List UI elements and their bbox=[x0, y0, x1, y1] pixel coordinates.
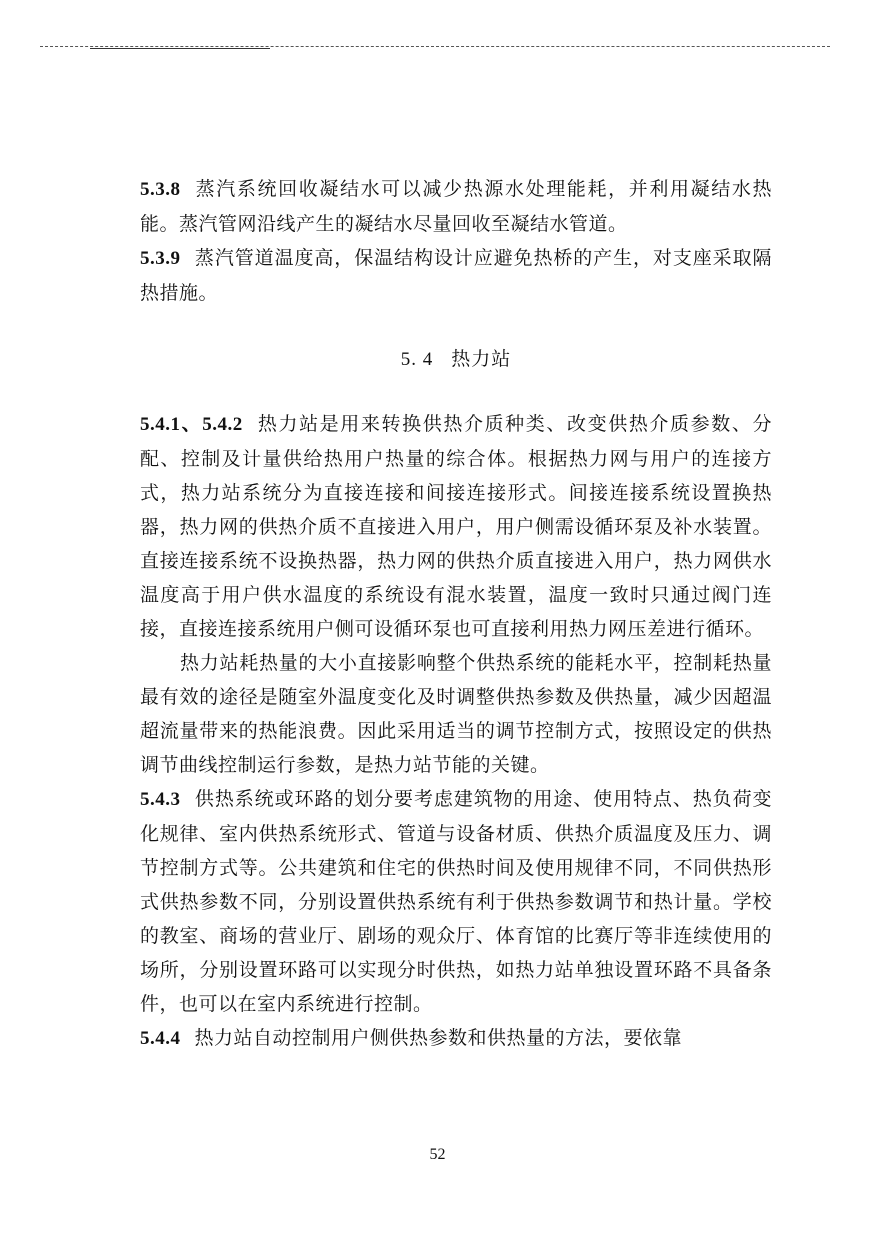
clause-text: 热力站自动控制用户侧供热参数和供热量的方法，要依靠 bbox=[194, 1027, 683, 1049]
clause-text: 供热系统或环路的划分要考虑建筑物的用途、使用特点、热负荷变化规律、室内供热系统形式、管道与设备材质、供热介质温度及压力、调节控制方式等。公共建筑和住宅的供热时间及使用规律不同，不同供热形式供热参数不同，分别设置供热系统有利于供热参数调节和热计量。学校的教室、商场的营业厅、剧场的观众厅、体育馆的比赛厅等非连续使用的场所，分别设置环路可以实现分时供热，如热力站单独设置环路不具备条件，也可以在室内系统进行控制。 bbox=[140, 788, 772, 1015]
clause-5-3-9 bbox=[140, 241, 772, 310]
header-rule-accent bbox=[90, 48, 270, 49]
clause-5-3-8 bbox=[140, 172, 772, 241]
clause-text: 蒸汽管道温度高，保温结构设计应避免热桥的产生，对支座采取隔热措施。 bbox=[140, 247, 772, 304]
clause-number: 5.4.1、5.4.2 bbox=[140, 414, 243, 435]
clause-number: 5.4.4 bbox=[140, 1028, 181, 1049]
section-number: 5. 4 bbox=[400, 349, 434, 370]
section-title: 热力站 bbox=[451, 348, 512, 370]
clause-number: 5.4.3 bbox=[140, 789, 181, 810]
clause-5-4-3 bbox=[140, 782, 772, 1021]
page-number: 52 bbox=[429, 1146, 446, 1163]
header-rule bbox=[40, 46, 830, 47]
clause-5-4-4 bbox=[140, 1021, 772, 1056]
section-heading bbox=[140, 342, 772, 377]
clause-number: 5.3.8 bbox=[140, 179, 181, 200]
clause-5-4-2-paragraph: 热力站耗热量的大小直接影响整个供热系统的能耗水平，控制耗热量最有效的途径是随室外温度变化及时调整供热参数及供热量，减少因超温超流量带来的热能浪费。因此采用适当的调节控制方式，按照设定的供热调节曲线控制运行参数，是热力站节能的关键。 bbox=[140, 652, 772, 776]
clause-5-4-1-5-4-2 bbox=[140, 407, 772, 646]
clause-number: 5.3.9 bbox=[140, 248, 181, 269]
document-body bbox=[140, 172, 772, 1056]
clause-text: 热力站是用来转换供热介质种类、改变供热介质参数、分配、控制及计量供给热用户热量的综合体。根据热力网与用户的连接方式，热力站系统分为直接连接和间接连接形式。间接连接系统设置换热器，热力网的供热介质不直接进入用户，用户侧需设循环泵及补水装置。直接连接系统不设换热器，热力网的供热介质直接进入用户，热力网供水温度高于用户供水温度的系统设有混水装置，温度一致时只通过阀门连接，直接连接系统用户侧可设循环泵也可直接利用热力网压差进行循环。 bbox=[140, 413, 772, 640]
clause-text: 蒸汽系统回收凝结水可以减少热源水处理能耗，并利用凝结水热能。蒸汽管网沿线产生的凝结水尽量回收至凝结水管道。 bbox=[140, 178, 772, 235]
